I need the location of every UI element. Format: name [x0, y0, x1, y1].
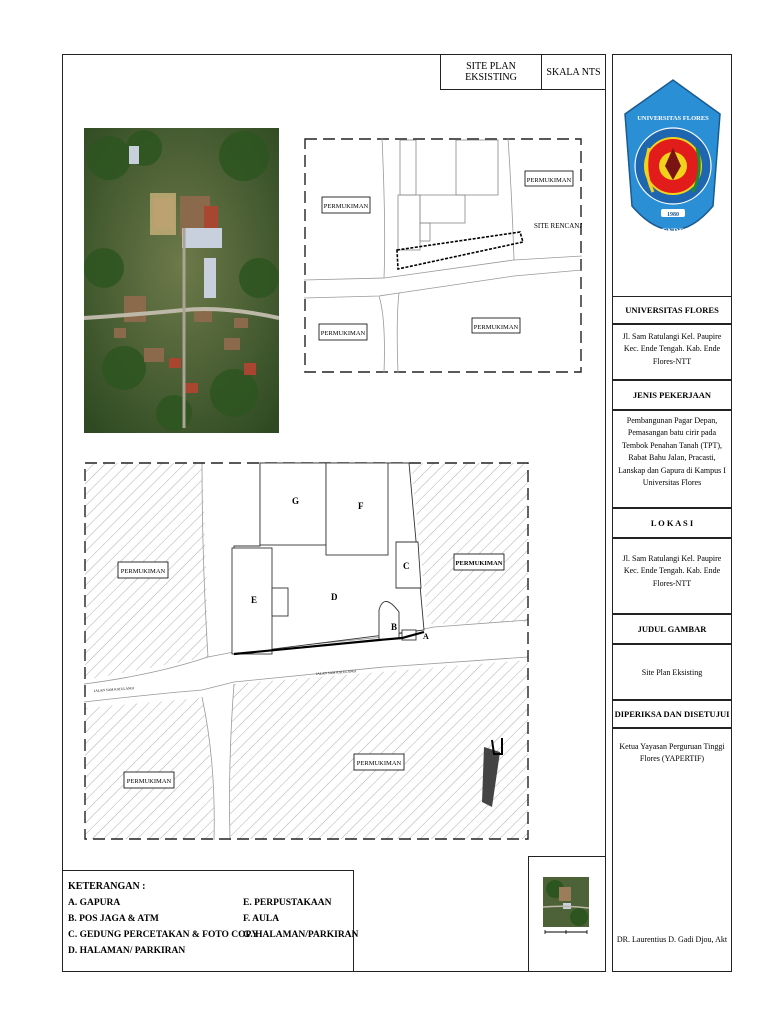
job-cell — [612, 410, 732, 508]
sheet-title: SITE PLAN EKSISTING — [465, 61, 517, 83]
building-label-b: B — [391, 622, 398, 632]
legend-heading: KETERANGAN : — [68, 881, 146, 892]
aerial-photo — [84, 128, 279, 433]
drawing-name: Site Plan Eksisting — [641, 667, 703, 677]
job-title: JENIS PEKERJAAN — [632, 390, 712, 400]
approval-title-cell — [612, 700, 732, 728]
building-label-d: D — [331, 592, 338, 602]
approval-text: Ketua Yayasan Perguruan Tinggi Flores (YAPERTIF) — [619, 742, 725, 764]
drawing-cell — [612, 644, 732, 700]
drawing-title-cell — [612, 614, 732, 644]
location-cell — [612, 538, 732, 614]
sheet-scale: SKALA NTS — [546, 66, 601, 78]
site-plan-main — [84, 462, 529, 840]
svg-text:PERMUKIMAN: PERMUKIMAN — [526, 177, 572, 184]
svg-text:PERMUKIMAN: PERMUKIMAN — [473, 324, 519, 331]
zone-label — [118, 562, 168, 578]
road-label: JALAN SAM RATULANGI — [93, 686, 135, 693]
signatory-name: DR. Laurentius D. Gadi Djou, Akt — [616, 935, 728, 944]
svg-text:PERMUKIMAN: PERMUKIMAN — [320, 330, 366, 337]
svg-text:PERMUKIMAN: PERMUKIMAN — [126, 778, 172, 785]
zone-label — [124, 772, 174, 788]
logo-text-top: UNIVERSITAS FLORES — [637, 115, 709, 122]
drawing-title: JUDUL GAMBAR — [637, 624, 707, 634]
overview-label — [319, 324, 367, 340]
building-label-e: E — [251, 595, 258, 605]
building-label-f: F — [358, 501, 364, 511]
job-title-cell — [612, 380, 732, 410]
key-map-thumbnail — [543, 877, 589, 935]
legend-box — [62, 870, 359, 972]
building-label-a: A — [423, 632, 429, 641]
job-text: Pembangunan Pagar Depan, Pemasangan batu cirir pada Tembok Penahan Tanah (TPT), Rabat Bahu Jalan, Pracasti, Lanskap dan Gapura di Kampus I Universitas Flores — [618, 416, 726, 487]
sheet-title-cell — [440, 54, 542, 90]
location-text: Jl. Sam Ratulangi Kel. Paupire Kec. Ende Tengah. Kab. Ende Flores-NTT — [622, 554, 722, 588]
building-label-g: G — [292, 496, 300, 506]
legend-item: C. GEDUNG PERCETAKAN & FOTO COPY — [68, 930, 259, 940]
legend-item: A. GAPURA — [68, 898, 121, 908]
zone-label — [354, 754, 404, 770]
building-label-c: C — [403, 561, 410, 571]
legend-item: F. AULA — [243, 914, 280, 924]
legend-item: G. HALAMAN/PARKIRAN — [243, 930, 359, 940]
location-title: L O K A S I — [650, 518, 694, 528]
logo-year: 1980 — [667, 212, 679, 218]
approval-title: DIPERIKSA DAN DISETUJUI — [614, 709, 730, 719]
overview-label — [525, 171, 573, 186]
logo-text-bottom: ENDE — [661, 227, 685, 236]
legend-column-2 — [243, 895, 358, 943]
site-rencana-label: SITE RENCANA — [534, 222, 582, 230]
sheet-scale-cell — [541, 54, 606, 90]
legend-column-1 — [68, 895, 258, 959]
site-plan-overview — [304, 138, 582, 373]
svg-text:PERMUKIMAN: PERMUKIMAN — [323, 203, 369, 210]
university-logo — [621, 76, 724, 256]
location-title-cell — [612, 508, 732, 538]
svg-text:PERMUKIMAN: PERMUKIMAN — [120, 568, 166, 575]
road-label: JALAN SAM RATULANGI — [315, 669, 357, 676]
institution-cell — [612, 296, 732, 324]
legend-item: D. HALAMAN/ PARKIRAN — [68, 946, 186, 956]
svg-text:PERMUKIMAN: PERMUKIMAN — [356, 760, 402, 767]
zone-label — [454, 554, 504, 570]
address-text: Jl. Sam Ratulangi Kel. Paupire Kec. Ende Tengah. Kab. Ende Flores-NTT — [622, 332, 722, 366]
legend-item: B. POS JAGA & ATM — [68, 914, 159, 924]
key-map-box — [528, 856, 606, 972]
svg-text:PERMUKIMAN: PERMUKIMAN — [455, 560, 503, 567]
overview-label — [472, 318, 520, 333]
legend-item: E. PERPUSTAKAAN — [243, 898, 332, 908]
institution-name: UNIVERSITAS FLORES — [625, 305, 719, 315]
overview-label — [322, 197, 370, 213]
address-cell — [612, 324, 732, 380]
